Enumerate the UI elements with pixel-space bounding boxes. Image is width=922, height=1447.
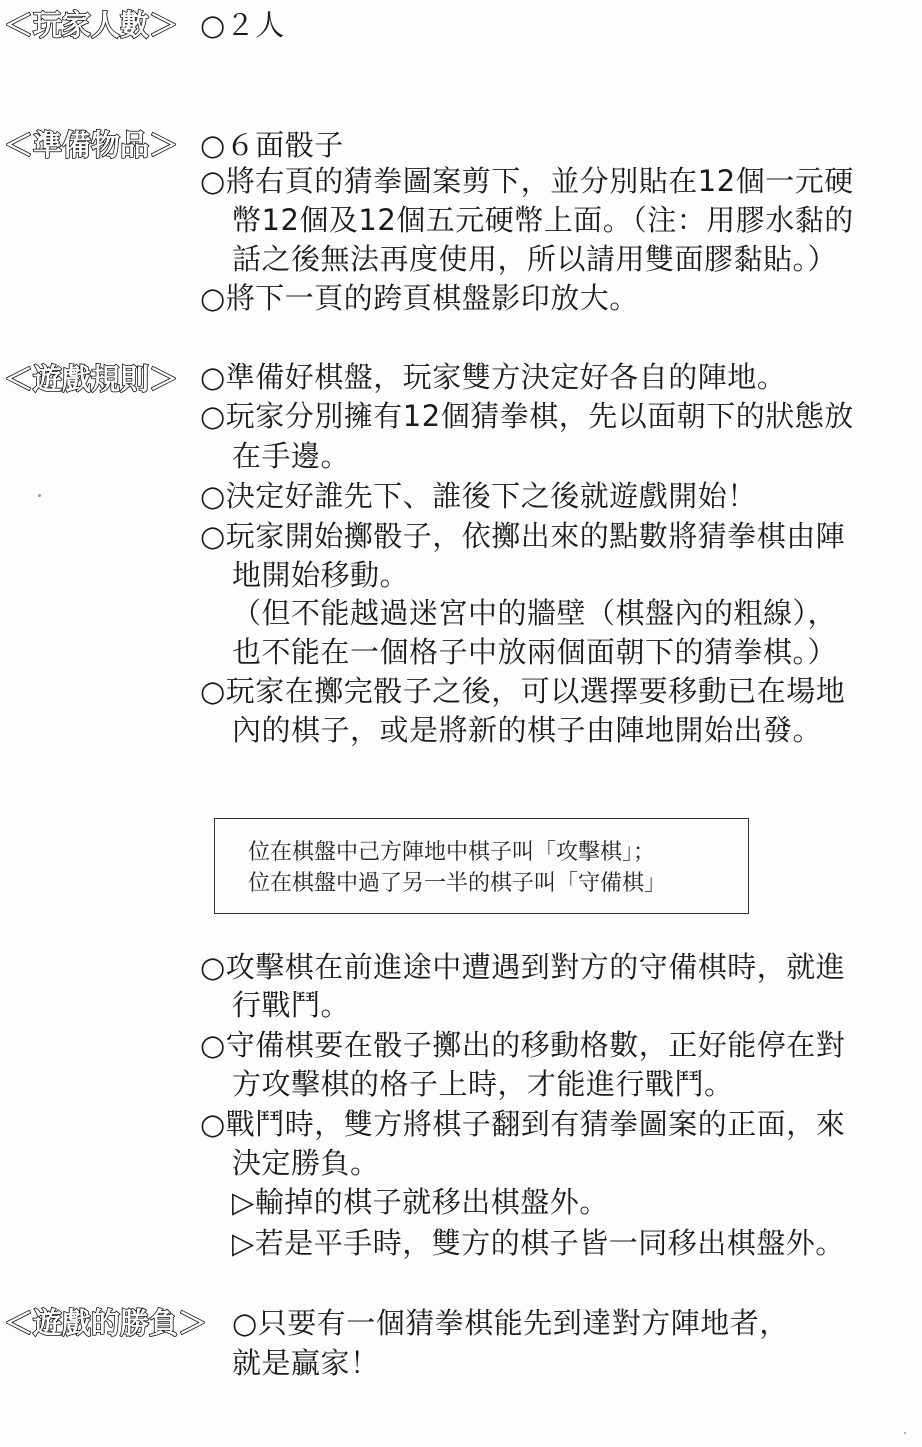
prep-line: 幣12個及12個五元硬幣上面。（注：用膠水黏的 [232,203,854,237]
rules-line: ○玩家開始擲骰子，依擲出來的點數將猜拳棋由陣 [200,519,846,553]
battle-line: ▷若是平手時，雙方的棋子皆一同移出棋盤外。 [232,1226,845,1260]
battle-line: ○守備棋要在骰子擲出的移動格數，正好能停在對 [200,1028,846,1062]
rules-line: ○決定好誰先下、誰後下之後就遊戲開始！ [200,479,757,513]
heading-players: ＜玩家人數＞ [4,8,179,42]
rules-line: 在手邊。 [232,439,351,473]
battle-line: 行戰鬥。 [232,988,351,1022]
rules-line: 內的棋子，或是將新的棋子由陣地開始出發。 [232,713,823,747]
players-line: ○２人 [200,8,285,42]
rules-line: 也不能在一個格子中放兩個面朝下的猜拳棋。） [232,635,838,669]
rules-line: 地開始移動。 [232,558,410,592]
prep-line: ○將右頁的猜拳圖案剪下，並分別貼在12個一元硬 [200,164,854,198]
rules-line: ○準備好棋盤，玩家雙方決定好各自的陣地。 [200,360,787,394]
victory-line: 就是贏家！ [232,1346,380,1380]
prep-line: 話之後無法再度使用，所以請用雙面膠黏貼。） [232,242,838,276]
battle-line: ○戰鬥時，雙方將棋子翻到有猜拳圖案的正面，來 [200,1107,846,1141]
battle-line: 方攻擊棋的格子上時，才能進行戰鬥。 [232,1067,734,1101]
prep-line: ○６面骰子 [200,128,344,162]
victory-line: ○只要有一個猜拳棋能先到達對方陣地者， [232,1306,789,1340]
scan-speck [38,494,41,497]
note-line: 位在棋盤中己方陣地中棋子叫「攻擊棋」； [248,840,656,865]
rules-line: ○玩家分別擁有12個猜拳棋，先以面朝下的狀態放 [200,399,854,433]
rules-line: ○玩家在擲完骰子之後，可以選擇要移動已在場地 [200,674,846,708]
heading-prep: ＜準備物品＞ [4,128,179,162]
heading-rules: ＜遊戲規則＞ [4,362,179,396]
prep-line: ○將下一頁的跨頁棋盤影印放大。 [200,281,639,315]
rules-line: （但不能越過迷宮中的牆壁（棋盤內的粗線）， [232,596,838,630]
battle-line: 決定勝負。 [232,1146,380,1180]
battle-line: ○攻擊棋在前進途中遭遇到對方的守備棋時，就進 [200,950,846,984]
battle-line: ▷輸掉的棋子就移出棋盤外。 [232,1185,609,1219]
note-line: 位在棋盤中過了另一半的棋子叫「守備棋」 [248,871,667,896]
scan-speck [904,1432,906,1434]
heading-victory: ＜遊戲的勝負＞ [4,1306,208,1340]
